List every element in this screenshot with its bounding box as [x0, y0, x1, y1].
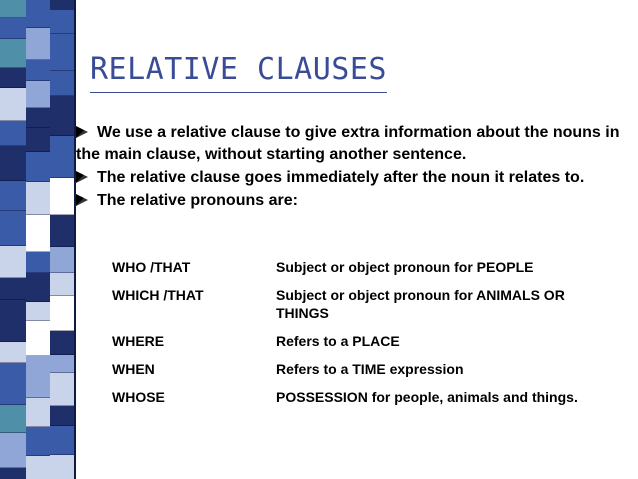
- mosaic-tile: [0, 0, 26, 18]
- arrow-bullet-icon: [76, 194, 88, 206]
- mosaic-tile: [0, 146, 26, 181]
- mosaic-tile: [26, 0, 50, 28]
- mosaic-tile: [0, 18, 26, 39]
- mosaic-tile: [26, 427, 50, 456]
- mosaic-tile: [26, 182, 50, 215]
- mosaic-tile: [26, 60, 50, 81]
- table-row: [112, 286, 592, 332]
- mosaic-tile: [26, 128, 50, 152]
- mosaic-tile: [26, 252, 50, 273]
- bullet-item: [76, 122, 622, 166]
- mosaic-tile: [0, 300, 26, 342]
- mosaic-tile: [50, 331, 74, 355]
- mosaic-tile: [26, 302, 50, 321]
- bullet-text: The relative pronouns are:: [97, 192, 298, 209]
- mosaic-tile: [50, 426, 74, 455]
- mosaic-tile: [50, 373, 74, 406]
- mosaic-tile: [0, 342, 26, 363]
- mosaic-tile: [50, 34, 74, 71]
- mosaic-tile: [0, 246, 26, 278]
- mosaic-tile: [50, 296, 74, 331]
- bullet-text: The relative clause goes immediately after the noun it relates to.: [97, 169, 585, 186]
- mosaic-tile: [26, 81, 50, 108]
- pronoun-definition: Subject or object pronoun for ANIMALS OR THINGS: [276, 287, 565, 321]
- pronoun-definition: Refers to a TIME expression: [276, 361, 464, 377]
- slide-title: RELATIVE CLAUSES: [90, 50, 387, 93]
- pronoun-term: WHERE: [112, 333, 165, 349]
- pronoun-definition: Subject or object pronoun for PEOPLE: [276, 259, 534, 275]
- pronoun-definition: POSSESSION for people, animals and things.: [276, 389, 578, 405]
- mosaic-tile: [0, 181, 26, 211]
- mosaic-tile: [26, 356, 50, 398]
- bullet-list: [76, 122, 622, 213]
- pronoun-term: WHEN: [112, 361, 155, 377]
- mosaic-tile: [50, 406, 74, 426]
- arrow-bullet-icon: [76, 171, 88, 183]
- mosaic-tile: [26, 321, 50, 356]
- bullet-text: We use a relative clause to give extra information about the nouns in the main clause, without starting another sentence.: [76, 124, 620, 163]
- mosaic-tile: [0, 88, 26, 121]
- table-row: [112, 258, 592, 286]
- mosaic-tile: [0, 468, 26, 479]
- pronoun-term: WHICH /THAT: [112, 287, 204, 303]
- mosaic-tile: [26, 108, 50, 128]
- mosaic-tile: [50, 273, 74, 296]
- table-row: [112, 388, 592, 416]
- mosaic-tile: [26, 398, 50, 427]
- mosaic-tile: [0, 278, 26, 300]
- mosaic-tile: [50, 10, 74, 34]
- pronoun-term: WHO /THAT: [112, 259, 191, 275]
- mosaic-divider: [74, 0, 76, 479]
- mosaic-tile: [26, 215, 50, 252]
- mosaic-tile: [26, 456, 50, 479]
- mosaic-tile: [26, 28, 50, 60]
- table-row: [112, 360, 592, 388]
- arrow-bullet-icon: [76, 126, 88, 138]
- mosaic-tile: [0, 121, 26, 146]
- bullet-item: [76, 167, 622, 189]
- mosaic-tile: [26, 152, 50, 182]
- mosaic-tile: [26, 273, 50, 302]
- table-row: [112, 332, 592, 360]
- pronoun-term: WHOSE: [112, 389, 165, 405]
- decorative-mosaic-strip: [0, 0, 76, 479]
- mosaic-tile: [50, 247, 74, 273]
- mosaic-tile: [50, 355, 74, 373]
- pronoun-definition: Refers to a PLACE: [276, 333, 400, 349]
- bullet-item: [76, 190, 622, 212]
- mosaic-tile: [0, 363, 26, 405]
- mosaic-tile: [50, 71, 74, 96]
- mosaic-tile: [50, 455, 74, 479]
- mosaic-tile: [0, 433, 26, 468]
- relative-pronouns-table: [112, 258, 592, 416]
- mosaic-tile: [0, 68, 26, 88]
- mosaic-tile: [50, 178, 74, 215]
- mosaic-tile: [50, 136, 74, 178]
- mosaic-tile: [0, 211, 26, 246]
- mosaic-tile: [50, 96, 74, 136]
- mosaic-tile: [0, 405, 26, 433]
- mosaic-tile: [0, 39, 26, 68]
- mosaic-tile: [50, 215, 74, 247]
